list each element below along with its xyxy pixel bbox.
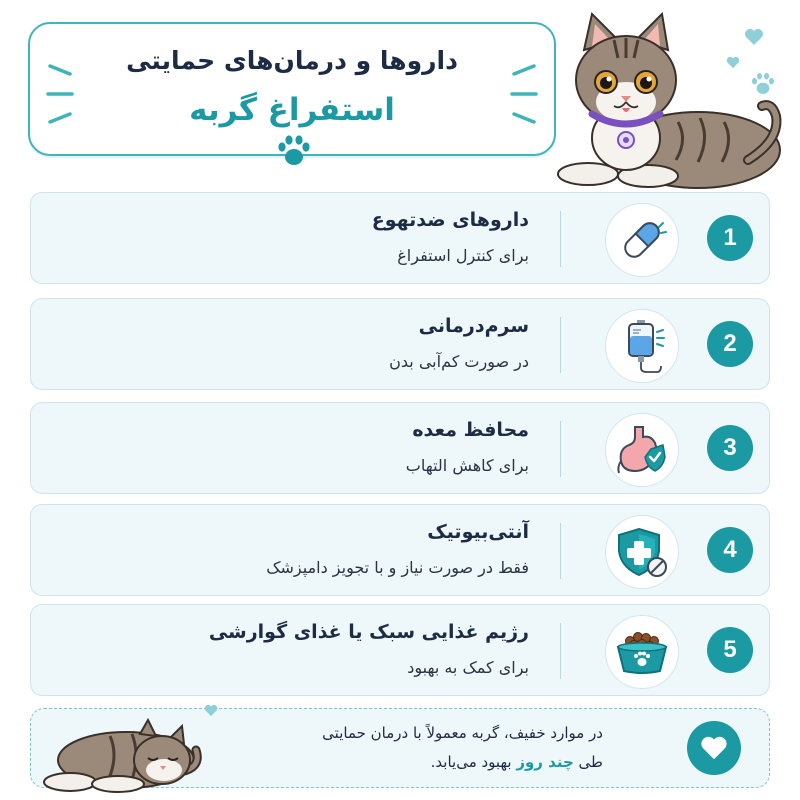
item-number-badge: 1 (707, 215, 753, 261)
item-text (89, 311, 529, 377)
page-subtitle: استفراغ گربه (189, 92, 395, 128)
divider (560, 523, 562, 579)
pill-capsule-icon (617, 215, 667, 265)
item-text (89, 415, 529, 481)
divider (560, 421, 562, 477)
paw-icon (276, 134, 312, 168)
item-title: سرم‌درمانی (418, 315, 529, 337)
footer-text (223, 719, 603, 777)
heart-icon (726, 56, 740, 69)
item-title: محافظ معده (412, 419, 529, 441)
page-title: داروها و درمان‌های حمایتی (126, 46, 458, 75)
list-item (30, 192, 770, 284)
footer-line-2-prefix: طی (578, 753, 603, 771)
item-icon-circle (605, 615, 679, 689)
item-number-badge: 2 (707, 321, 753, 367)
item-title: داروهای ضدتهوع (371, 209, 529, 231)
item-number-badge: 3 (707, 425, 753, 471)
title-box (28, 22, 556, 156)
item-icon-circle (605, 515, 679, 589)
footer-line-2 (223, 748, 603, 777)
item-title: آنتی‌بیوتیک (427, 521, 529, 543)
sleeping-cat-illustration (30, 706, 205, 794)
item-number-badge: 4 (707, 527, 753, 573)
food-bowl-icon (614, 627, 670, 677)
item-description: فقط در صورت نیاز و با تجویز دامپزشک (266, 558, 529, 577)
item-description: برای کمک به بهبود (407, 658, 529, 677)
sparkle-rays-icon (508, 64, 542, 124)
footer-highlight: چند روز (516, 753, 574, 771)
footer-line-2-suffix: بهبود می‌یابد. (430, 753, 512, 771)
item-text (89, 517, 529, 583)
paw-icon (750, 72, 776, 96)
list-item (30, 604, 770, 696)
footer-line-1: در موارد خفیف، گربه معمولاً با درمان حمایتی (322, 724, 603, 742)
stomach-shield-icon (615, 423, 669, 477)
divider (560, 317, 562, 373)
item-icon-circle (605, 309, 679, 383)
item-icon-circle (605, 413, 679, 487)
divider (560, 623, 562, 679)
item-text (89, 205, 529, 271)
heart-icon (744, 28, 764, 46)
heart-icon (204, 704, 218, 717)
list-item (30, 504, 770, 596)
item-description: در صورت کم‌آبی بدن (389, 352, 529, 371)
heart-icon (700, 735, 728, 761)
list-item (30, 298, 770, 390)
item-text (89, 617, 529, 683)
medical-shield-icon (615, 525, 669, 579)
iv-drip-bag-icon (617, 318, 667, 374)
item-title: رژیم غذایی سبک یا غذای گوارشی (208, 621, 529, 643)
item-icon-circle (605, 203, 679, 277)
list-item (30, 402, 770, 494)
divider (560, 211, 562, 267)
item-description: برای کاهش التهاب (405, 456, 529, 475)
item-number-badge: 5 (707, 627, 753, 673)
heart-badge (687, 721, 741, 775)
item-description: برای کنترل استفراغ (397, 246, 529, 265)
